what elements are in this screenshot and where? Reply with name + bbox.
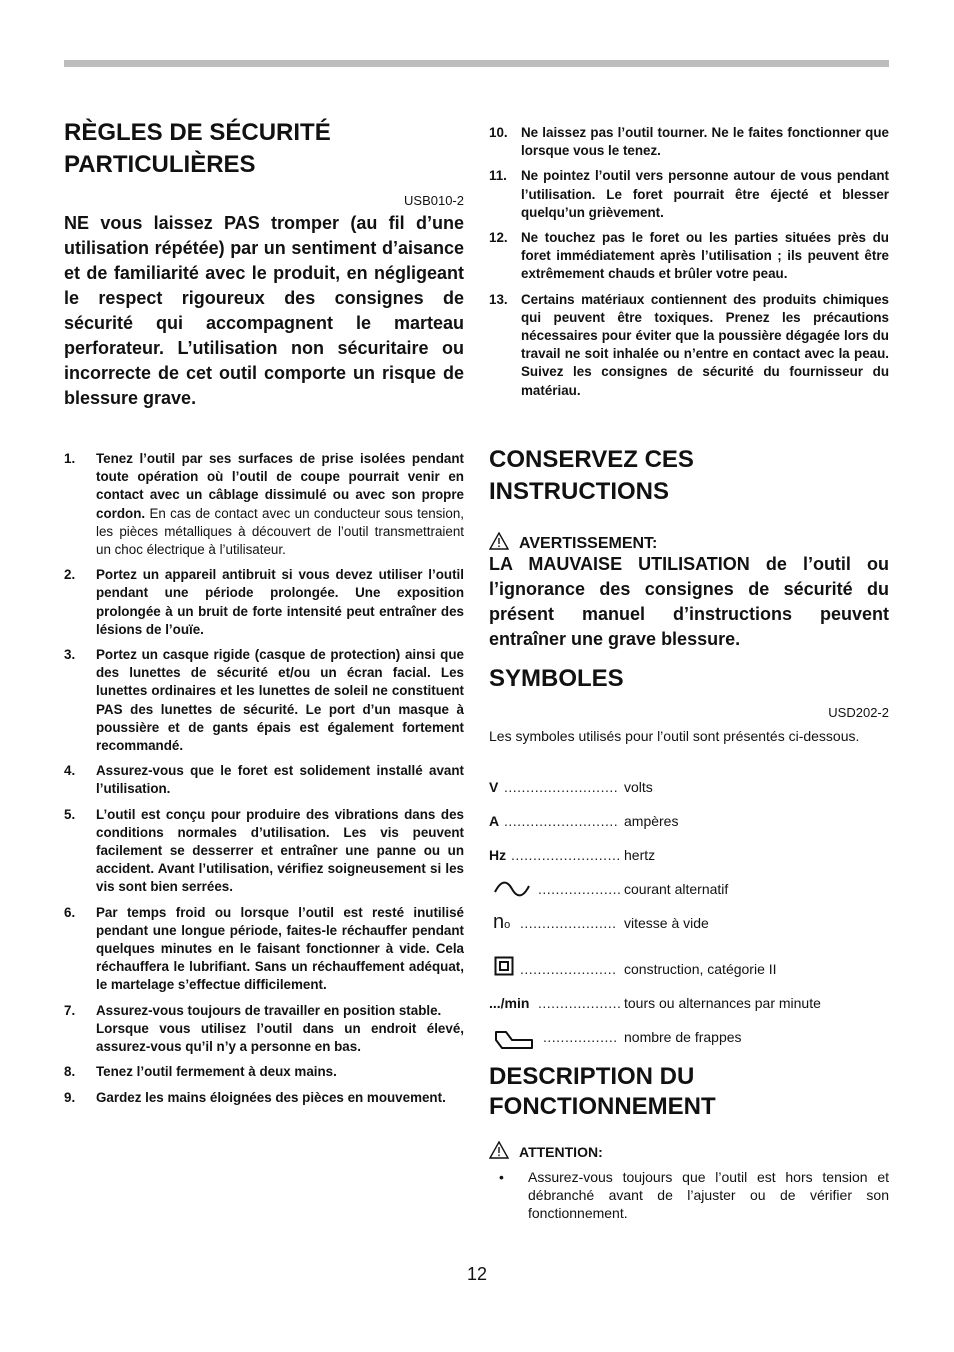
- rule-bold-text: Tenez l’outil fermement à deux mains.: [96, 1064, 337, 1080]
- symbols-code: USD202-2: [828, 705, 889, 720]
- rule-item: [489, 167, 889, 222]
- attention-title: [489, 1141, 603, 1164]
- symbol-row-per-minute: [489, 992, 889, 1014]
- attention-title-text: ATTENTION:: [519, 1144, 603, 1160]
- rule-bold-text: Par temps froid ou lorsque l’outil est resté inutilisé pendant une longue période, faites-le réchauffer pendant quelques minutes en le faisant fonctionner à vide. Cela réchauffera le lubrifiant. Sans un réchauffement adéquat, le martelage s’effectue difficilement.: [96, 904, 464, 993]
- rule-bold-text: Gardez les mains éloignées des pièces en mouvement.: [96, 1089, 446, 1105]
- rule-bold-text: Assurez-vous toujours de travailler en position stable.: [96, 1002, 442, 1018]
- rule-item: [64, 646, 464, 755]
- symbol-label: A: [489, 813, 500, 829]
- lead-warning: NE vous laissez PAS tromper (au fil d’une utilisation répétée) par un sentiment d’aisance et de familiarité avec le produit, en négligeant le respect rigoureux des consignes de sécurité qui accompagnent le marteau perforateur. L’utilisation non sécuritaire ou incorrecte de cet outil comporte un risque de blessure grave.: [64, 213, 464, 408]
- page-title: RÈGLES DE SÉCURITÉ PARTICULIÈRES: [64, 119, 331, 178]
- rule-item: [64, 1002, 464, 1057]
- ac-wave-icon: [493, 880, 531, 898]
- attention-bullet: [489, 1168, 889, 1222]
- rule-number: 3.: [64, 647, 76, 663]
- warning-body: LA MAUVAISE UTILISATION de l’outil ou l’ignorance des consignes de sécurité du présent manuel d’instructions peuvent entraîner une grave blessure.: [489, 554, 889, 649]
- rules-list-left: [64, 450, 464, 1114]
- rule-bold-text: Assurez-vous que le foret est solidement installé avant l’utilisation.: [96, 763, 464, 797]
- symbols-intro: Les symboles utilisés pour l’outil sont présentés ci-dessous.: [489, 728, 860, 744]
- symbol-leader: .................: [543, 1029, 618, 1045]
- section-code: USB010-2: [404, 193, 464, 208]
- rule-number: 7.: [64, 1002, 76, 1018]
- rule-bold-text: Portez un appareil antibruit si vous devez utiliser l’outil pendant une période prolongée. Une exposition prolongée à un bruit de forte intensité peut entraîner des lésions de l’ouïe.: [96, 567, 464, 637]
- symbol-leader: ..........................: [504, 779, 619, 795]
- rule-bold-text: Portez un casque rigide (casque de protection) ainsi que des lunettes de sécurité et/ou un écran facial. Les lunettes ordinaires et les lunettes de soleil ne constituent PAS des lunettes de sécurité. Le port d’un masque à poussière et de gants épais est également fortement recommandé.: [96, 647, 464, 754]
- symbol-description: nombre de frappes: [624, 1029, 742, 1045]
- symbol-leader: ......................: [520, 961, 617, 977]
- symbol-leader: .........................: [511, 847, 621, 863]
- o-subscript: o: [504, 919, 511, 931]
- symbol-row-ac: [489, 878, 889, 900]
- n-letter: n: [493, 911, 505, 933]
- rule-bold-text: Ne laissez pas l’outil tourner. Ne le faites fonctionner que lorsque vous le tenez.: [521, 125, 889, 159]
- rule-number: 11.: [489, 168, 507, 184]
- bullet-icon: •: [499, 1169, 504, 1185]
- symbol-label: V: [489, 779, 499, 795]
- rule-item: [64, 566, 464, 639]
- symbol-row-no-load-speed: [489, 912, 889, 934]
- symbol-description: tours ou alternances par minute: [624, 995, 821, 1011]
- symbol-description: courant alternatif: [624, 881, 729, 897]
- rule-number: 13.: [489, 291, 508, 307]
- rule-item: [64, 450, 464, 559]
- top-rule: [64, 60, 889, 67]
- symbol-description: volts: [624, 779, 653, 795]
- rule-normal-text: En cas de contact avec un conducteur sous tension, les pièces métalliques à découvert de l’outil transmettraient un choc électrique à l’utilisateur.: [96, 505, 464, 558]
- rule-item: [64, 1089, 464, 1107]
- blows-icon: [494, 1028, 534, 1050]
- no-load-speed-icon: [493, 911, 510, 936]
- symbols-heading: SYMBOLES: [489, 665, 624, 692]
- double-insulation-icon: [494, 956, 514, 976]
- symbol-label: .../min: [489, 995, 530, 1011]
- symbol-description: vitesse à vide: [624, 915, 709, 931]
- rule-bold-text: L’outil est conçu pour produire des vibrations dans des conditions normales d’utilisation. Les vis peuvent facilement se desserrer et entraîner une panne ou un accident. Avant l’utilisation, vérifiez soigneusement si les vis sont bien serrées.: [96, 806, 464, 895]
- rule-number: 1.: [64, 451, 76, 466]
- symbol-description: hertz: [624, 847, 656, 863]
- symbol-leader: ...................: [538, 881, 622, 897]
- symbol-description: construction, catégorie II: [624, 961, 777, 977]
- rule-number: 5.: [64, 806, 76, 822]
- rule-number: 10.: [489, 125, 508, 140]
- page-number: 12: [466, 1264, 488, 1284]
- rule-bold-text: Certains matériaux contiennent des produits chimiques qui peuvent être toxiques. Prenez les précautions nécessaires pour éviter que la poussière dégagée lors du travail ne soit inhalée ou n’entre en contact avec la peau. Suivez les consignes de sécurité du fournisseur du matériau.: [521, 291, 889, 398]
- rule-bold-text: Lorsque vous utilisez l’outil dans un endroit élevé, assurez-vous qu’il n’y a personne en bas.: [96, 1020, 464, 1055]
- attention-triangle-icon: [489, 1141, 509, 1164]
- rule-item: [489, 291, 889, 400]
- rule-item: [64, 762, 464, 798]
- attention-bullet-text: Assurez-vous toujours que l’outil est hors tension et débranché avant de l’ajuster ou de vérifier son fonctionnement.: [528, 1169, 889, 1221]
- symbol-row-volts: [489, 776, 889, 798]
- symbol-label: Hz: [489, 847, 507, 863]
- rule-number: 4.: [64, 763, 76, 779]
- rules-list-right: [489, 124, 889, 407]
- rule-item: [64, 904, 464, 995]
- symbol-leader: ...................: [538, 995, 622, 1011]
- rule-item: [64, 1063, 464, 1081]
- symbol-row-blows: [489, 1026, 889, 1048]
- rule-number: 6.: [64, 904, 76, 920]
- symbol-row-amperes: [489, 810, 889, 832]
- symbol-leader: ......................: [520, 915, 617, 931]
- rule-bold-text: Ne touchez pas le foret ou les parties situées près du foret immédiatement après l’utilisation ; ils peuvent être extrêmement chauds et brûler votre peau.: [521, 230, 889, 282]
- rule-bold-text: Tenez l’outil par ses surfaces de prise isolées pendant toute opération où l’outil de coupe pourrait venir en contact avec un câblage dissimulé ou avec son propre cordon.: [96, 451, 464, 521]
- rule-item: [64, 806, 464, 897]
- symbol-row-hertz: [489, 844, 889, 866]
- rule-number: 2.: [64, 567, 76, 583]
- description-heading: DESCRIPTION DU FONCTIONNEMENT: [489, 1063, 716, 1120]
- rule-number: 9.: [64, 1089, 76, 1105]
- rule-bold-text: Ne pointez l’outil vers personne autour de vous pendant l’utilisation. Le foret pourrait être éjecté et blesser quelqu’un grièvement.: [521, 168, 889, 220]
- conserve-heading: CONSERVEZ CES INSTRUCTIONS: [489, 446, 694, 505]
- rule-item: [489, 229, 889, 284]
- symbol-description: ampères: [624, 813, 679, 829]
- symbol-row-class-ii: [489, 958, 889, 980]
- symbol-leader: ..........................: [504, 813, 619, 829]
- rule-number: 12.: [489, 230, 508, 246]
- rule-item: [489, 124, 889, 160]
- warning-title-text: AVERTISSEMENT:: [519, 535, 658, 552]
- rule-number: 8.: [64, 1064, 76, 1080]
